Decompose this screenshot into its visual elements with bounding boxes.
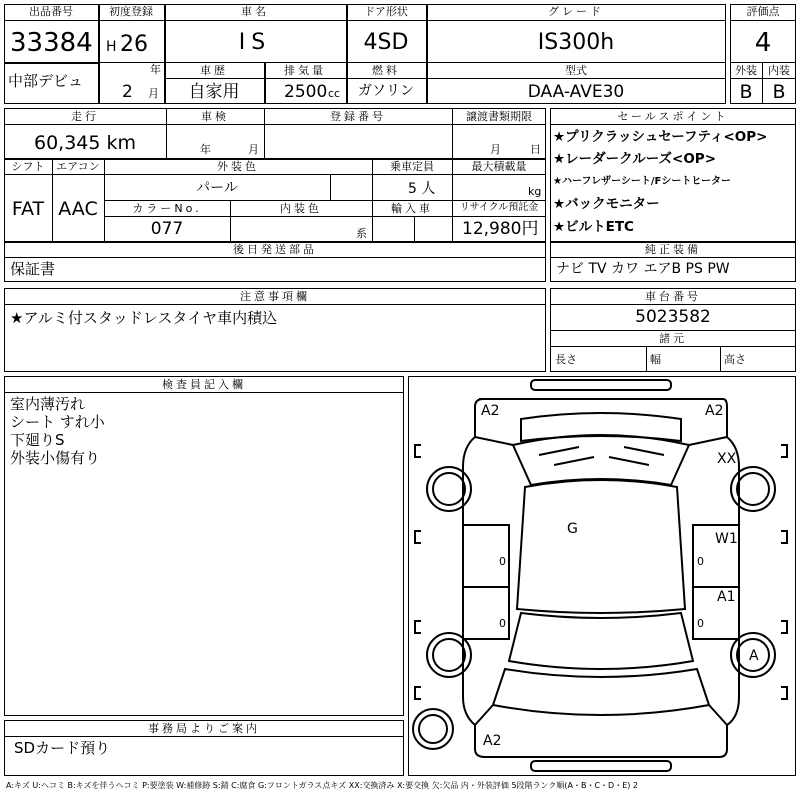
grade-header: グレード (548, 5, 604, 18)
exterior-header: 外装 (735, 64, 757, 77)
int-color-unit: 系 (356, 227, 367, 240)
reg-year: 26 (120, 32, 148, 57)
mark-front-left: A2 (481, 403, 500, 419)
score-header: 評価点 (746, 5, 780, 18)
specs-header: 諸元 (659, 332, 687, 345)
int-color-header: 内装色 (280, 202, 322, 215)
inspector-header: 検査員記入欄 (162, 378, 246, 391)
mark-right-front-door: W1 (715, 531, 738, 547)
capacity: 5 人 (408, 181, 436, 197)
genuine-equipment-header: 純正装備 (645, 243, 701, 256)
aircon-header: エアコン (56, 160, 100, 173)
mark-door-zero: 0 (697, 617, 704, 630)
mileage-header: 走行 (71, 110, 99, 123)
mark-door-zero: 0 (499, 617, 506, 630)
notes: ★アルミ付スタッドレスタイヤ車内積込 (10, 309, 278, 327)
venue: 中部デビュ (8, 72, 84, 90)
displacement: 2500 (284, 82, 328, 102)
office-header: 事務局よりご案内 (148, 722, 260, 735)
score: 4 (754, 28, 772, 58)
mark-front-right: A2 (705, 403, 724, 419)
ext-color-header: 外装色 (217, 160, 259, 173)
genuine-equipment: ナビ TV カワ エアB PS PW (556, 261, 730, 277)
mileage: 60,345 km (34, 132, 137, 154)
shift-header: シフト (11, 160, 45, 173)
mark-roof: G (567, 521, 578, 537)
model-code-header: 型式 (565, 64, 587, 77)
ext-color: パール (196, 180, 238, 196)
selling-points-header: セールスポイント (617, 110, 729, 123)
height-label: 高さ (724, 353, 746, 366)
notes-header: 注意事項欄 (240, 290, 310, 303)
reg-no-header: 登録番号 (330, 110, 386, 123)
imported-header: 輸入車 (391, 202, 433, 215)
reg-month: 2 (122, 82, 133, 102)
inspection-header: 車検 (201, 110, 229, 123)
model-code: DAA-AVE30 (527, 82, 625, 102)
displacement-unit: cc (328, 87, 341, 100)
exterior-grade: B (739, 81, 753, 103)
inspection-year: 年 (200, 143, 211, 156)
later-parts: 保証書 (10, 260, 56, 278)
month-unit: 月 (148, 87, 159, 100)
capacity-header: 乗車定員 (390, 160, 434, 173)
mark-door-zero: 0 (499, 555, 506, 568)
shift: FAT (11, 198, 45, 220)
damage-diagram (408, 376, 796, 776)
width-label: 幅 (650, 353, 661, 366)
interior-header: 内装 (768, 64, 790, 77)
year-unit: 年 (150, 63, 161, 76)
chassis-header: 車台番号 (645, 290, 701, 303)
length-label: 長さ (555, 353, 577, 366)
mark-right-rear-fender: A (749, 648, 759, 664)
car-outline-diagram (409, 377, 794, 774)
transfer-deadline-header: 譲渡書類期限 (466, 110, 532, 123)
aircon: AAC (58, 198, 98, 220)
history-header: 車歴 (200, 64, 228, 77)
first-reg-header: 初度登録 (109, 5, 153, 18)
inspector-note: シート すれ小 (10, 413, 105, 431)
fuel-header: 燃料 (372, 64, 400, 77)
mark-right-front-fender: XX (717, 451, 737, 467)
door-type: 4SD (363, 30, 409, 55)
displacement-header: 排気量 (284, 64, 326, 77)
inspection-month: 月 (248, 143, 259, 156)
transfer-day: 日 (530, 143, 541, 156)
color-no: 077 (150, 219, 184, 239)
office-note: SDカード預り (14, 739, 111, 757)
selling-point: ★バックモニター (553, 196, 660, 212)
history: 自家用 (188, 82, 240, 102)
lot-no: 33384 (10, 28, 93, 58)
selling-point: ★プリクラッシュセーフティ<OP> (553, 129, 768, 145)
color-no-header: カラーNo. (132, 202, 202, 215)
mark-rear-left: A2 (483, 733, 502, 749)
selling-point: ★ハーフレザーシート/Fシートヒーター (553, 176, 731, 187)
transfer-month: 月 (490, 143, 501, 156)
selling-point: ★ビルトETC (553, 219, 634, 235)
inspector-note: 室内薄汚れ (10, 395, 86, 413)
car-name: IS (238, 30, 272, 55)
later-parts-header: 後日発送部品 (233, 243, 317, 256)
door-type-header: ドア形状 (364, 5, 408, 18)
mark-door-zero: 0 (697, 555, 704, 568)
max-load-header: 最大積載量 (471, 160, 527, 173)
recycle-header: リサイクル預託金 (459, 202, 539, 213)
chassis-no: 5023582 (635, 307, 711, 327)
interior-grade: B (772, 81, 786, 103)
lot-no-header: 出品番号 (29, 5, 73, 18)
inspector-note: 下廻りS (10, 431, 65, 449)
car-name-header: 車名 (241, 5, 269, 18)
fuel: ガソリン (358, 83, 414, 99)
recycle: 12,980円 (462, 219, 539, 239)
grade: IS300h (537, 30, 615, 55)
mark-right-rear-door: A1 (717, 589, 736, 605)
inspector-note: 外装小傷有り (10, 449, 101, 467)
era: H (106, 39, 117, 55)
selling-point: ★レーダークルーズ<OP> (553, 151, 717, 167)
legend: A:キズ U:ヘコミ B:キズを伴うヘコミ P:要塗装 W:補修跡 S:錆 C:腐食 G:フロントガラス点キズ XX:交換済み X:要交換 欠:欠品 内・外装評価 5段階ランク順(A・B・C・D・E) 2 (6, 781, 639, 790)
max-load-unit: kg (528, 185, 542, 198)
